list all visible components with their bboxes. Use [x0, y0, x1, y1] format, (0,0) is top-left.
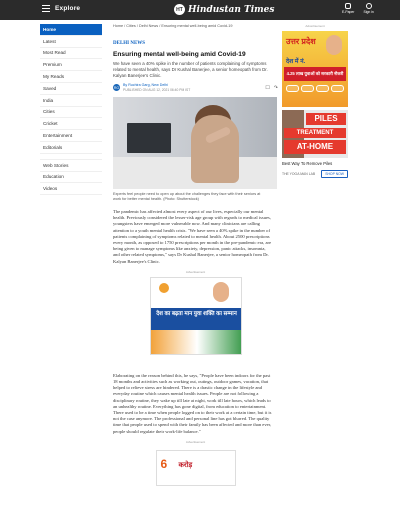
bookmark-icon[interactable]: ☐: [265, 84, 270, 91]
portrait-image: [326, 35, 342, 55]
newspaper-icon: [345, 3, 351, 9]
nav-item-entertainment[interactable]: Entertainment: [40, 130, 102, 142]
inline-ad-banner[interactable]: [150, 277, 242, 355]
author-avatar: RG: [113, 85, 120, 90]
photo-caption: Experts feel people need to open up about the challenges they face with their seniors at work for better mental health. (Photo: Shutterstock): [113, 192, 261, 201]
explore-label[interactable]: Explore: [55, 5, 81, 12]
signin-button[interactable]: [363, 3, 373, 14]
rail-ad-1[interactable]: [282, 31, 348, 107]
ad-text: करोड़: [178, 461, 193, 469]
author-name[interactable]: By Ruchira Garg, New Delhi: [123, 83, 168, 87]
rail-ad-1-title: उत्तर प्रदेश: [286, 37, 316, 46]
nav-item-home[interactable]: Home: [40, 24, 102, 36]
top-header: [0, 0, 400, 20]
logo-badge: HT: [174, 4, 185, 15]
article-headline: Ensuring mental well-being amid Covid-19: [113, 51, 246, 58]
portrait-image: [213, 282, 229, 302]
nav-item-most-read[interactable]: Most Read: [40, 48, 102, 60]
ad-number: 6: [160, 456, 168, 471]
right-rail: [282, 24, 348, 178]
rail-ad-2[interactable]: [282, 110, 348, 158]
breadcrumb[interactable]: Home / Cities / Delhi News / Ensuring mental well-being amid Covid-19: [113, 24, 233, 28]
nav-item-editorials[interactable]: Editorials: [40, 142, 102, 154]
nav-item-premium[interactable]: Premium: [40, 59, 102, 71]
ad-headline: देश का बढ़ता मान युवा शक्ति का सम्मान: [151, 308, 242, 330]
rail-ad-label: Advertisement: [305, 24, 325, 28]
emblem-icon: [159, 283, 169, 293]
left-nav: [40, 24, 102, 195]
rail-ad-2-source: THE YOGA MAN LAB: [282, 172, 316, 176]
nav-item-cricket[interactable]: Cricket: [40, 118, 102, 130]
rail-ad-1-sub: देश में नं.: [286, 59, 306, 65]
rail-ad-2-title[interactable]: Best Way To Remove Piles: [282, 161, 333, 166]
byline: [113, 83, 278, 92]
rail-ad-2-home: AT-HOME: [284, 140, 346, 154]
logo-text: Hindustan Times: [188, 4, 275, 15]
user-icon: [366, 3, 372, 9]
nav-item-education[interactable]: Education: [40, 172, 102, 184]
nav-item-videos[interactable]: Videos: [40, 183, 102, 195]
explore-menu[interactable]: [42, 5, 80, 12]
section-label[interactable]: DELHI NEWS: [113, 41, 146, 46]
site-logo[interactable]: [174, 4, 274, 15]
article-photo: [113, 97, 277, 189]
nav-item-latest[interactable]: Latest: [40, 36, 102, 48]
share-icon[interactable]: ↷: [273, 84, 278, 91]
ad-label-2: Advertisement: [185, 439, 206, 444]
nav-item-web-stories[interactable]: Web Stories: [40, 160, 102, 172]
published-date: PUBLISHED ON AUG 12, 2021 06:40 PM IST: [123, 88, 191, 92]
inline-ad-banner-2[interactable]: [156, 450, 236, 486]
article-paragraph-1: The pandemic has affected almost every aspect of our lives, especially our mental health. Previously considered the lesser-risk age group with regards to medical issues, youngsters have emerged more vulnerable now. And many clinicians are calling attention to a youth mental health crisis. "We have seen a 40% spike in the number of patients complaining of symptoms related to mental health. About 2500 prescriptions every month, as opposed to 1750 prescriptions per month in the pre-pandemic era, are being given to manage symptoms like anxiety, depression, panic attacks, insomnia, and other related symptoms," says Dr Kushal Banerjee, a senior homeopath from Dr. Kalyan Banerjee's Clinic.: [113, 209, 272, 264]
nav-item-cities[interactable]: Cities: [40, 107, 102, 119]
rail-ad-2-treatment: TREATMENT: [284, 128, 346, 138]
shop-now-button[interactable]: SHOP NOW: [321, 170, 348, 178]
nav-item-saved[interactable]: Saved: [40, 83, 102, 95]
article: [113, 24, 278, 486]
hamburger-icon[interactable]: [42, 5, 50, 12]
nav-item-india[interactable]: India: [40, 95, 102, 107]
rail-ad-2-piles: PILES: [306, 113, 346, 125]
article-summary: We have seen a 40% spike in the number of patients complaining of symptoms related to mental health, says Dr Kushal Banerjee, a senior homeopath from Dr. Kalyan Banerjee's Clinic.: [113, 61, 268, 78]
ad-people-image: [151, 330, 242, 355]
rail-ad-1-banner: 4.25 लाख युवाओं को सरकारी नौकरी: [284, 67, 346, 81]
epaper-button[interactable]: [342, 3, 354, 14]
signin-label: Sign in: [363, 10, 374, 14]
article-paragraph-2: Elaborating on the reason behind this, he says, "People have been indoors for the past 18 months and activities such as working out, outings, outdoor games, vacation, that helped to relieve stress are hindered. There is a drastic change in the lifestyle and everyday routine which causes mental health issues. People are not following a disciplinary routine, they wake up till late at night, work till late hours, which leads to an unhealthy routine. Everything has gone digital, from education to entertainment. There used to be a time when people logged on to their work at a certain time, but it is not the case anymore. The professional and personal line has got blurred. The quality time that people used to spend with their family has been affected and more than ever, people should regulate their work-life balance.": [113, 372, 272, 434]
nav-item-my-reads[interactable]: My Reads: [40, 71, 102, 83]
epaper-label: E-Paper: [342, 10, 355, 14]
ad-label: Advertisement: [185, 269, 206, 274]
